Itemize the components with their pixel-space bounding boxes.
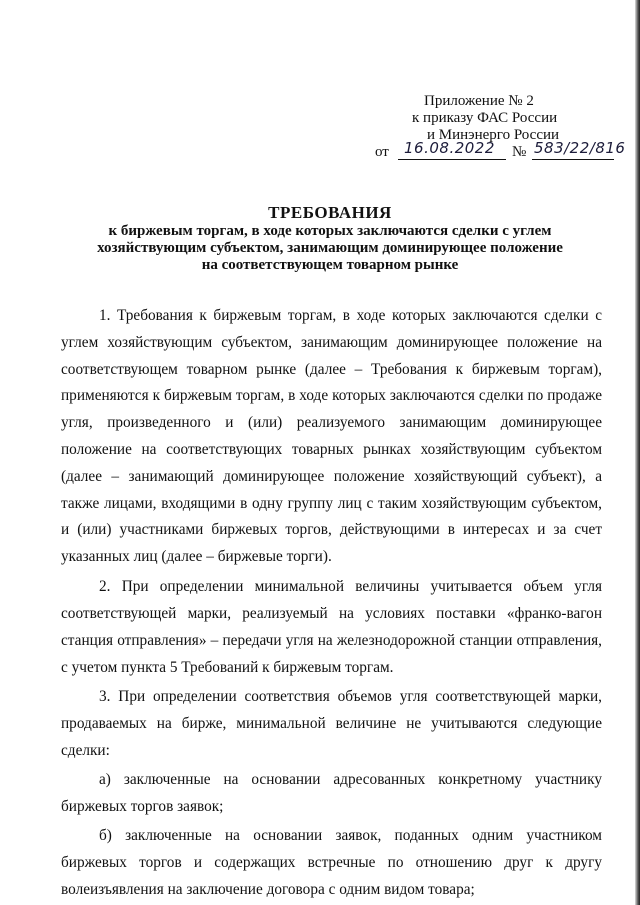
paragraph-3b: б) заключенные на основании заявок, поданных одним участником биржевых торгов и содержащих встречные по отношению друг к другу волеизъявления на заключение договора с одним видом товара; (61, 826, 602, 898)
date-field (398, 140, 506, 160)
title-subtitle-line-3: на соответствующем товарном рынке (201, 257, 459, 273)
title-main: ТРЕБОВАНИЯ (268, 203, 392, 222)
appendix-order-fas: к приказу ФАС России (412, 110, 558, 126)
number-field (532, 139, 626, 160)
paragraph-2: 2. При определении минимальной величины учитывается объем угля соответствующей марки, реализуемый на условиях поставки «франко-вагон станция отправления» – передачи угля на железнодорожной станции отправления, с учетом пункта 5 Требований к биржевым торгам. (61, 577, 602, 676)
appendix-order-minenergo: и Минэнерго России (427, 127, 560, 143)
appendix-header (372, 93, 626, 164)
appendix-number: Приложение № 2 (424, 93, 534, 109)
handwritten-date: 16.08.2022 (404, 139, 495, 157)
title-subtitle-line-2: хозяйствующим субъектом, занимающим доминирующее положение (97, 240, 563, 256)
number-prefix: № (512, 144, 527, 160)
paragraph-3a: а) заключенные на основании адресованных конкретному участнику биржевых торгов заявок; (61, 770, 602, 815)
appendix-date-line (372, 139, 626, 164)
title-subtitle-line-1: к биржевым торгам, в ходе которых заключаются сделки с углем (108, 223, 552, 239)
document-body (61, 303, 602, 903)
document-title (60, 204, 600, 274)
handwritten-number: 583/22/816 (534, 139, 626, 157)
date-prefix: от (375, 144, 389, 160)
paragraph-1: 1. Требования к биржевым торгам, в ходе которых заключаются сделки с углем хозяйствующим субъектом, занимающим доминирующее положение на соответствующем товарном рынке (далее – Требования к биржевым торгам), применяются к биржевым торгам, в ходе которых заключаются сделки по продаже угля, произведенного и (или) реализуемого занимающим доминирующее положение на соответствующих товарных рынках хозяйствующим субъектом (далее – занимающий доминирующее положение хозяйствующий субъект), а также лицами, входящими в одну группу лиц с таким хозяйствующим субъектом, и (или) участниками биржевых торгов, действующими в интересах и за счет указанных лиц (далее – биржевые торги). (61, 307, 602, 566)
paragraph-3: 3. При определении соответствия объемов угля соответствующей марки, продаваемых на бирже, минимальной величине не учитываются следующие сделки: (61, 687, 602, 759)
scan-edge-shadow (635, 0, 640, 905)
